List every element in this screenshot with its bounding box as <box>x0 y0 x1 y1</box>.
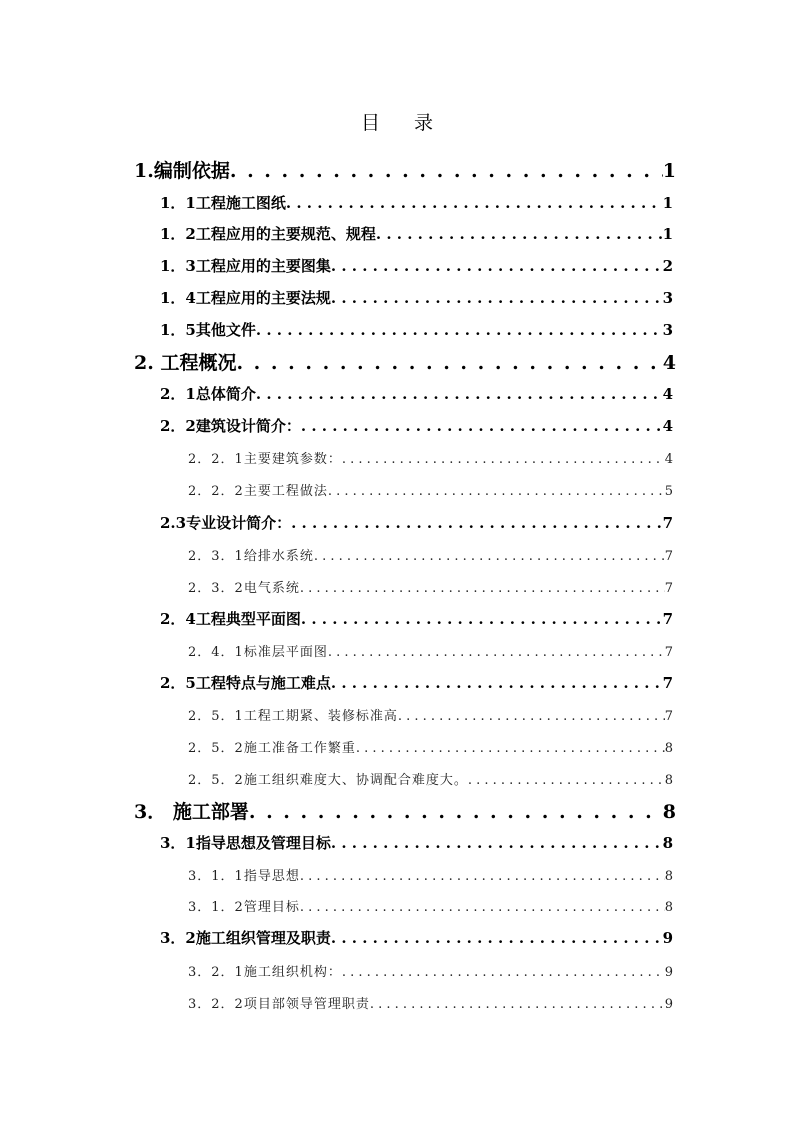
toc-page-number: 7 <box>662 610 673 628</box>
toc-entry-level-3[interactable] <box>188 480 673 499</box>
toc-leader-dots <box>331 834 663 852</box>
toc-leader-dots <box>256 321 663 339</box>
toc-entry-level-1[interactable] <box>134 797 676 824</box>
toc-leader-dots <box>249 801 663 823</box>
toc-page-number: 9 <box>664 965 673 980</box>
toc-entry-level-2[interactable] <box>160 287 673 308</box>
toc-entry-label: 1．5其他文件 <box>160 321 256 339</box>
toc-entry-level-3[interactable] <box>188 896 673 915</box>
toc-leader-dots <box>370 997 665 1012</box>
toc-entry-level-2[interactable] <box>160 608 673 629</box>
toc-leader-dots <box>230 160 663 182</box>
toc-entry-label: 2．4．1标准层平面图 <box>188 645 328 660</box>
toc-leader-dots <box>331 929 663 947</box>
toc-leader-dots <box>301 610 663 628</box>
toc-page-number: 2 <box>662 257 673 275</box>
toc-entry-level-2[interactable] <box>160 319 673 340</box>
toc-entry-label: 3．2施工组织管理及职责 <box>160 929 331 947</box>
toc-entry-label: 2. 工程概况 <box>134 352 237 374</box>
toc-entry-label: 1．3工程应用的主要图集 <box>160 257 331 275</box>
toc-page-number: 8 <box>662 801 676 823</box>
toc-entry-level-3[interactable] <box>188 993 673 1012</box>
toc-entry-label: 2．5．1工程工期紧、装修标准高 <box>188 709 398 724</box>
toc-page-number: 4 <box>662 417 673 435</box>
toc-entry-label: 2．5．2施工准备工作繁重 <box>188 741 356 756</box>
toc-page-number: 8 <box>664 741 673 756</box>
toc-leader-dots <box>328 645 665 660</box>
toc-page-number: 9 <box>664 997 673 1012</box>
toc-page-number: 5 <box>664 484 673 499</box>
toc-entry-label: 3．2．1施工组织机构： <box>188 965 342 980</box>
toc-leader-dots <box>286 194 663 212</box>
toc-entry-label: 3．1指导思想及管理目标 <box>160 834 331 852</box>
toc-entry-level-2[interactable] <box>160 192 673 213</box>
toc-entry-level-2[interactable] <box>160 255 673 276</box>
toc-entry-level-1[interactable] <box>134 156 676 183</box>
toc-page-number: 7 <box>664 709 673 724</box>
toc-entry-label: 2．5．2施工组织难度大、协调配合难度大。 <box>188 773 468 788</box>
toc-page-number: 7 <box>664 549 673 564</box>
toc-entry-label: 2.3专业设计简介： <box>160 514 292 532</box>
toc-leader-dots <box>331 289 663 307</box>
toc-page-number: 8 <box>664 900 673 915</box>
toc-page-number: 9 <box>662 929 673 947</box>
toc-leader-dots <box>291 514 662 532</box>
toc-leader-dots <box>468 773 665 788</box>
toc-leader-dots <box>356 741 665 756</box>
toc-entry-label: 2．1总体简介 <box>160 385 256 403</box>
toc-entry-level-2[interactable] <box>160 223 673 244</box>
toc-page-number: 4 <box>662 352 676 374</box>
toc-leader-dots <box>236 352 662 374</box>
toc-entry-label: 3．1．1指导思想 <box>188 869 300 884</box>
toc-entry-label: 2．3．1给排水系统 <box>188 549 314 564</box>
toc-leader-dots <box>256 385 663 403</box>
toc-page-number: 8 <box>664 869 673 884</box>
toc-page-number: 1 <box>662 194 673 212</box>
toc-leader-dots <box>342 452 665 467</box>
toc-entry-label: 2．3．2电气系统 <box>188 581 300 596</box>
toc-entry-label: 2．4工程典型平面图 <box>160 610 301 628</box>
toc-page-number: 7 <box>664 645 673 660</box>
toc-entry-label: 1．4工程应用的主要法规 <box>160 289 331 307</box>
toc-entry-level-2[interactable] <box>160 415 673 436</box>
toc-entry-level-1[interactable] <box>134 348 676 375</box>
toc-entry-label: 2．2．1主要建筑参数： <box>188 452 342 467</box>
toc-entry-level-2[interactable] <box>160 512 673 533</box>
toc-leader-dots <box>314 549 665 564</box>
toc-title: 目 录 <box>360 112 448 134</box>
toc-leader-dots <box>331 257 663 275</box>
toc-page-number: 4 <box>664 452 673 467</box>
toc-entry-label: 3．1．2管理目标 <box>188 900 300 915</box>
toc-leader-dots <box>376 225 663 243</box>
toc-entry-level-3[interactable] <box>188 448 673 467</box>
toc-page-number: 7 <box>662 674 673 692</box>
toc-entry-label: 2．5工程特点与施工难点 <box>160 674 331 692</box>
toc-page-number: 4 <box>662 385 673 403</box>
toc-leader-dots <box>300 900 665 915</box>
toc-entry-label: 2．2．2主要工程做法 <box>188 484 328 499</box>
toc-entry-level-3[interactable] <box>188 705 673 724</box>
toc-entry-label: 1．1工程施工图纸 <box>160 194 286 212</box>
toc-entry-level-2[interactable] <box>160 832 673 853</box>
toc-entry-label: 2．2建筑设计简介： <box>160 417 301 435</box>
toc-entry-level-3[interactable] <box>188 577 673 596</box>
toc-leader-dots <box>300 869 665 884</box>
toc-leader-dots <box>300 581 665 596</box>
toc-entry-label: 1.编制依据 <box>134 160 230 182</box>
toc-entry-label: 1．2工程应用的主要规范、规程 <box>160 225 376 243</box>
toc-entry-level-3[interactable] <box>188 865 673 884</box>
toc-leader-dots <box>328 484 665 499</box>
toc-page-number: 1 <box>662 160 676 182</box>
toc-entry-level-3[interactable] <box>188 961 673 980</box>
toc-leader-dots <box>331 674 663 692</box>
toc-entry-level-2[interactable] <box>160 383 673 404</box>
toc-entry-level-2[interactable] <box>160 927 673 948</box>
toc-page-number: 7 <box>664 581 673 596</box>
toc-page-number: 8 <box>662 834 673 852</box>
toc-page-number: 1 <box>662 225 673 243</box>
toc-page-number: 3 <box>662 289 673 307</box>
toc-entry-level-3[interactable] <box>188 641 673 660</box>
toc-leader-dots <box>301 417 663 435</box>
toc-entry-label: 3．2．2项目部领导管理职责 <box>188 997 370 1012</box>
toc-entry-level-2[interactable] <box>160 672 673 693</box>
toc-entry-level-3[interactable] <box>188 545 673 564</box>
toc-entry-label: 3． 施工部署 <box>134 801 249 823</box>
toc-entry-level-3[interactable] <box>188 769 673 788</box>
toc-page-number: 8 <box>664 773 673 788</box>
toc-page-number: 7 <box>662 514 673 532</box>
toc-leader-dots <box>398 709 665 724</box>
toc-entry-level-3[interactable] <box>188 737 673 756</box>
toc-leader-dots <box>342 965 665 980</box>
toc-page-number: 3 <box>662 321 673 339</box>
